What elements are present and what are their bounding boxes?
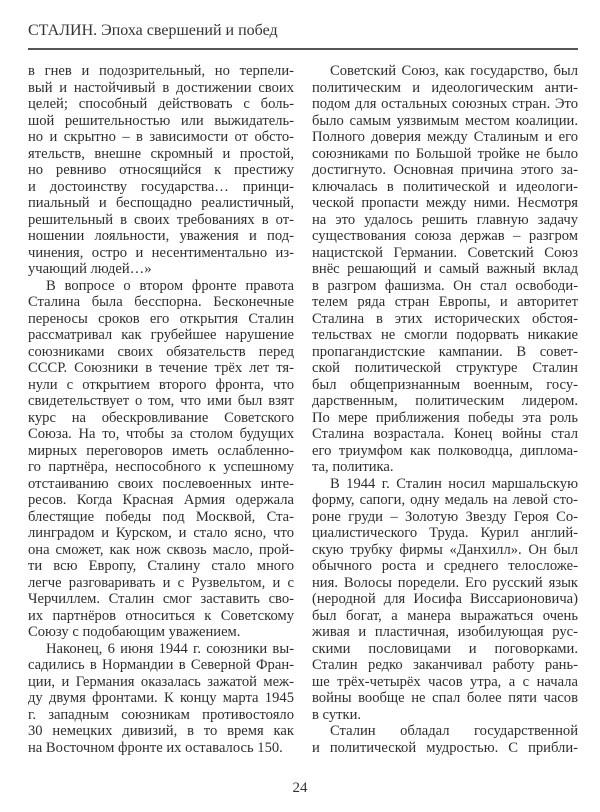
text-line: живая и пластичная, изобилующая рус- [312, 624, 578, 640]
text-line: Сталин редко заканчивал работу рань- [312, 657, 578, 673]
text-line: подом для остальных союзных стран. Это [312, 96, 578, 112]
text-line: го партнёра, неспособного к успешному [28, 459, 294, 475]
text-line: г. западным союзникам противостояло [28, 706, 294, 723]
text-line: был богат, а манера выражаться очень [312, 607, 578, 624]
text-line: ключалась в политической и идеологи- [312, 178, 578, 195]
text-line: ше трёх-четырёх часов утра, а с начала [312, 673, 578, 690]
text-line: пропагандистские кампании. В совет- [312, 343, 578, 360]
text-line: свидетельствует о том, что ими был взят [28, 393, 294, 409]
text-line: ния. Волосы поредели. Его русский язык [312, 574, 578, 591]
text-line: и политической мудростью. С прибли- [312, 739, 578, 756]
text-line: ресов. Когда Красная Армия одержала [28, 492, 294, 508]
text-line: В 1944 г. Сталин носил маршальскую [330, 475, 578, 492]
text-line: его триумфом как полководца, диплома- [312, 442, 578, 459]
text-line: войны вообще не спал более пяти часов [312, 690, 578, 706]
text-line: Полного доверия между Сталиным и его [312, 129, 578, 145]
paragraph [312, 63, 578, 476]
text-line: достигнуто. Основная причина этого за- [312, 162, 578, 178]
text-line: рассматривал как грубейшее нарушение [28, 327, 294, 343]
text-line: она сможет, как нож сквозь масло, прой- [28, 541, 294, 558]
text-line: телем ряда стран Европы, и авторитет [312, 294, 578, 310]
text-line: союзниками по Большой тройке не было [312, 145, 578, 162]
text-line: в разгром фашизма. Он стал освободи- [312, 277, 578, 294]
text-line: обычного роста и среднего телосложе- [312, 558, 578, 574]
text-line: нули с открытием второго фронта, что [28, 376, 294, 393]
text-line: роне груди – Золотую Звезду Героя Со- [312, 508, 578, 525]
text-line: курс на обескровливание Советского [28, 409, 294, 426]
paragraph [312, 723, 578, 756]
text-line: решительный в своих требованиях в от- [28, 211, 294, 228]
text-line: в сутки. [312, 706, 362, 723]
text-line: скую трубку фирмы «Данхилл». Он был [312, 541, 578, 558]
page-number: 24 [292, 780, 308, 796]
text-line: отстаиванию своих послевоенных инте- [28, 475, 294, 492]
text-line: Сталина была бесспорна. Бесконечные [28, 294, 294, 310]
text-line: внёс решающий и самый важный вклад [312, 261, 578, 277]
text-line: В вопросе о втором фронте правота [46, 277, 294, 294]
text-line: СССР. Союзники в течение трёх лет тя- [28, 360, 294, 376]
text-line: целей; способный действовать с боль- [28, 96, 294, 112]
text-line: циалистического Труда. Курил англий- [312, 525, 578, 541]
text-line: Сталина возрастала. Конец войны стал [312, 426, 578, 442]
text-line: (неродной для Иосифа Виссарионовича) [312, 591, 578, 607]
text-line: Сталина в этих исторических обстоя- [312, 310, 578, 327]
text-line: блестящие победы под Москвой, Ста- [28, 508, 294, 525]
text-line: Союзу с подобающим уважением. [28, 624, 241, 640]
text-line: переносы сроков его открытия Сталин [28, 310, 294, 327]
text-line: политическим и идеологическим анти- [312, 79, 578, 96]
text-line: ду двумя фронтами. К концу марта 1945 [28, 690, 294, 706]
text-line: садились в Нормандии в Северной Фран- [28, 657, 294, 673]
text-line: учающий людей…» [28, 261, 152, 277]
text-line: нацистской Германии. Советский Союз [312, 244, 578, 261]
text-line: ческой пропасти между ними. Несмотря [312, 195, 578, 211]
text-line: но и скрытно – в зависимости от обсто- [28, 129, 294, 145]
text-line: дарственным, политическим лидером. [312, 393, 578, 409]
text-line: По мере приближения победы эта роль [312, 409, 578, 426]
text-line: Наконец, 6 июня 1944 г. союзники вы- [46, 640, 294, 657]
text-line: было самым уязвимым местом коалиции. [312, 112, 578, 129]
column-right [312, 63, 578, 756]
text-line: и достоинству государства… принци- [28, 178, 294, 195]
text-line: легче разговаривать и с Рузвельтом, и с [28, 574, 294, 591]
running-header: СТАЛИН. Эпоха свершений и побед [28, 22, 278, 39]
text-line: та, политика. [312, 459, 394, 475]
text-line: чинения, остро и несентиментально из- [28, 244, 294, 261]
paragraph [28, 63, 294, 278]
text-line: в гнев и подозрительный, но терпели- [28, 63, 294, 79]
text-line: Союза. На то, чтобы за столом будущих [28, 426, 294, 442]
paragraph [28, 278, 294, 641]
text-line: мирных переговоров иметь ослабленно- [28, 442, 294, 459]
column-left [28, 63, 294, 756]
text-line: был общепризнанным военным, госу- [312, 376, 578, 393]
text-line: на Восточном фронте их оставалось 150. [28, 739, 283, 756]
text-line: Черчиллем. Сталин смог заставить сво- [28, 591, 294, 607]
text-line: ятельств, внешне скромный и простой, [28, 145, 294, 162]
text-line: скими пословицами и поговорками. [312, 640, 578, 657]
text-line: 30 немецких дивизий, в то время как [28, 723, 294, 739]
text-line: на это удалось решить главную задачу [312, 211, 578, 228]
text-line: их партнёров относиться к Советскому [28, 607, 294, 624]
text-line: тельствах не смогли подорвать никакие [312, 327, 578, 343]
text-line: вый и настойчивый в достижении своих [28, 79, 294, 96]
paragraph [312, 476, 578, 724]
text-line: ской политической структуре Сталин [312, 360, 578, 376]
text-line: шой решительностью или выжидатель- [28, 112, 294, 129]
text-line: линградом и Курском, и стало ясно, что [28, 525, 294, 541]
text-line: но ревниво относящийся к престижу [28, 162, 294, 178]
text-line: форму, сапоги, одну медаль на левой сто- [312, 492, 578, 508]
text-line: союзниками своих обязательств перед [28, 343, 294, 360]
text-line: пиальный и беспощадно реалистичный, [28, 195, 294, 211]
text-line: существования союза держав – разгром [312, 228, 578, 244]
text-line: ти всю Европу, Сталину стало много [28, 558, 294, 574]
text-line: Советский Союз, как государство, был [330, 63, 578, 79]
paragraph [28, 641, 294, 757]
text-line: Сталин обладал государственной [330, 723, 578, 739]
header-rule [28, 48, 578, 50]
text-line: ции, и Германия оказалась зажатой меж- [28, 673, 294, 690]
text-line: ношении лояльности, уважения и под- [28, 228, 294, 244]
